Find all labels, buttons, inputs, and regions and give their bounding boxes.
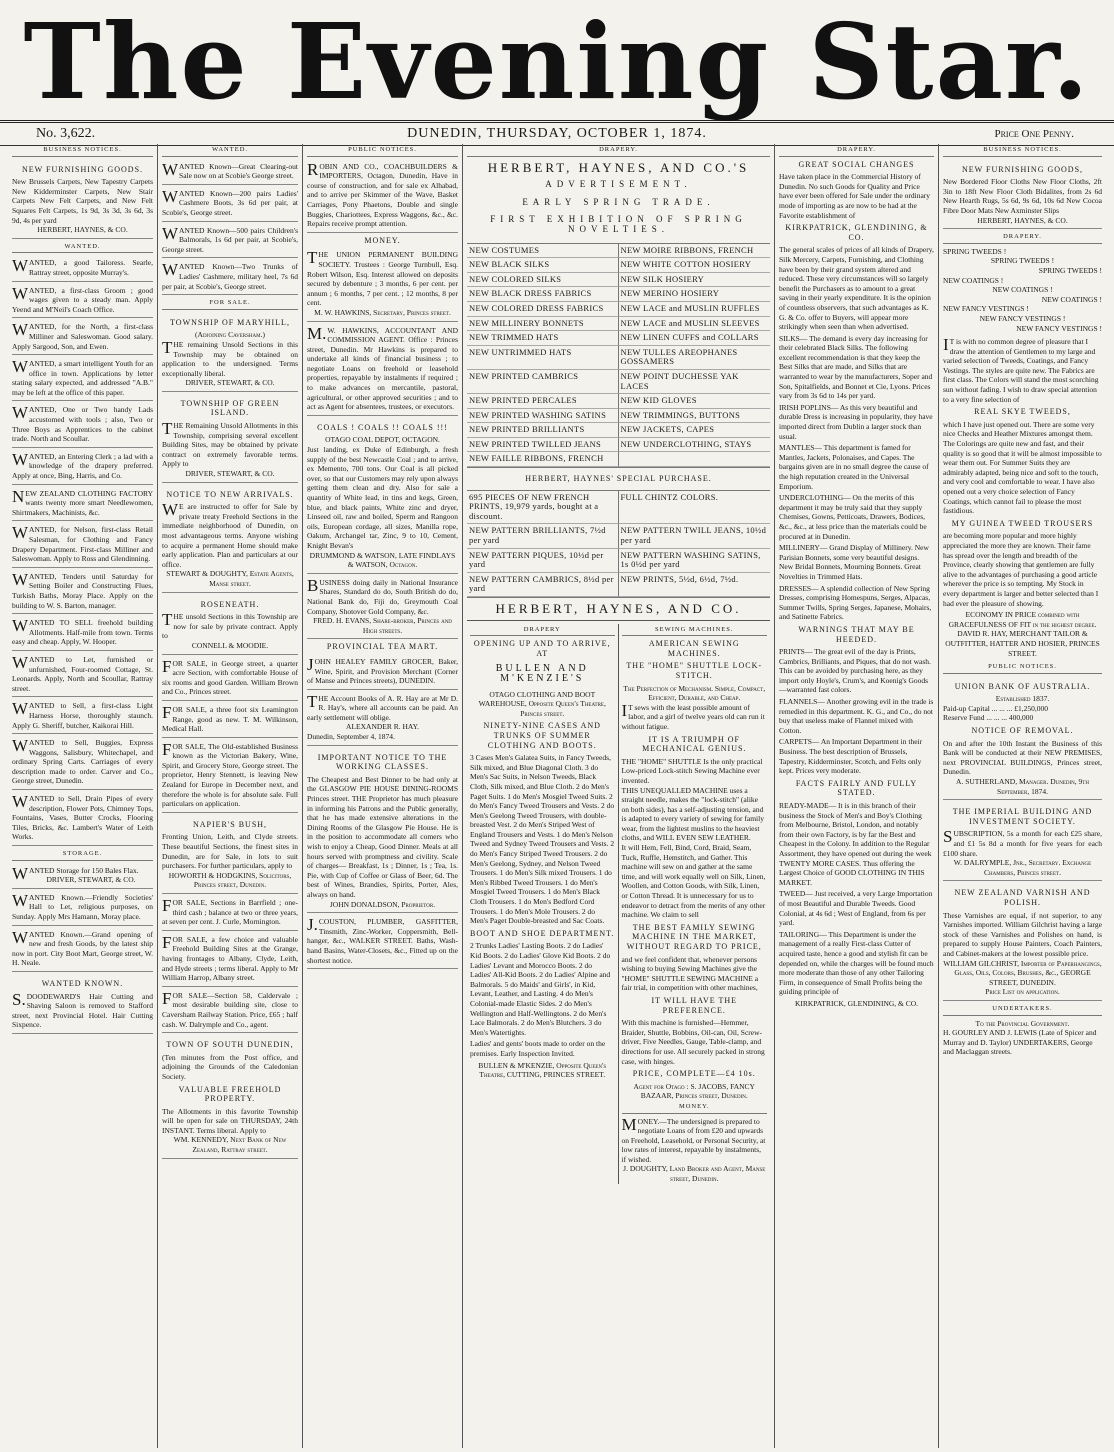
classified-ad: WANTED Known—Great Clearing-out Sale now on at Scobie's George street. xyxy=(162,159,298,181)
ad-note: Price List on application. xyxy=(985,987,1060,997)
ad-signature: HERBERT, HAYNES, & CO. xyxy=(977,215,1068,225)
ad-text: THE remaining Unsold Sections in this Township may be obtained on application to the undersigned. Terms exceptionally liberal. xyxy=(162,337,298,378)
list-item: SPRING TWEEDS ! xyxy=(990,256,1055,266)
section-header: BUSINESS NOTICES. xyxy=(943,144,1102,157)
ad-signature: CONNELL & MOODIE. xyxy=(191,640,269,650)
classified-ad: WANTED Known.—Grand opening of new and fresh Goods, by the latest ship now in port. City Boot Mart, George street, W. H. Neale. xyxy=(12,927,153,968)
column-4 xyxy=(463,144,775,1448)
list-item: NEW FANCY VESTINGS ! xyxy=(943,304,1029,314)
list-item: FULL CHINTZ COLORS. xyxy=(619,491,771,525)
classified-ad: WANTED, for the North, a first-class Milliner and Saleswoman. Good salary. Apply Sargood, Son, and Ewen. xyxy=(12,320,153,351)
list-item: NEW BLACK DRESS FABRICS xyxy=(467,287,619,302)
ad-signature: A. SUTHERLAND, Manager. Dunedin, 9th September, 1874. xyxy=(956,777,1089,796)
ad-text: 2 Trunks Ladies' Lasting Boots. 2 do Ladies' Kid Boots. 2 do Ladies' Glove Kid Boots. 2 do Ladies' Levant and Morocco Boots. 2 do Ladies' All-Kid Boots. 2 do Ladies' Alpine and Balmorals. 5 do Maids' and Girls', in Kid, Levant, Leather, and Lasting. 4 do Men's Colonial-made Elastic Sides. 2 do Men's Wellington and Half-Wellingtons. 2 do Men's Lace Balmorals. 2 do Men's Blutchers. 3 do Men's Watertights. xyxy=(470,941,611,1037)
section-header: UNDERTAKERS. xyxy=(943,1003,1102,1016)
list-item: NEW COATINGS ! xyxy=(992,285,1053,295)
list-item: NEW MERINO HOSIERY xyxy=(619,287,771,302)
columns xyxy=(8,144,1106,1448)
ad-signature: STEWART & DOUGHTY, Estate Agents, Manse street. xyxy=(166,569,294,588)
list-item: NEW PRINTED TWILLED JEANS xyxy=(467,438,619,453)
classified-ad: WANTED Known—500 pairs Children's Balmorals, 1s 6d per pair, at Scobie's, George street. xyxy=(162,223,298,254)
ad-text: BUSINESS doing daily in National Insurance Shares, Standard do do, South British do do, National Bank do, Fiji do, Greymouth Coal Company, Shotover Gold Company, &c. xyxy=(307,575,458,616)
classified-ad: WANTED, a first-class Groom ; good wages given to a steady man. Apply Yeend and M'Neil's Coach Office. xyxy=(12,283,153,314)
classified-ad: FOR SALE, Sections in Barrfield ; one-third cash ; balance at two or three years, at seven per cent. J. Curle, Mornington. xyxy=(162,896,298,927)
ad-text: SILKS— The demand is every day increasing for their celebrated Black Silks. The following excellent recommendation is that they keep the Best Silks that are made, and Silks that are warranted to wear by the manufacturers, Soper and Son, Spitalfields, and Bonnet et Cie, Lyons. Prices vary from 3s 6d to 14s per yard. xyxy=(779,333,933,401)
list-item: NEW COLORED DRESS FABRICS xyxy=(467,302,619,317)
novelties-list xyxy=(467,243,770,469)
list-item: NEW BLACK SILKS xyxy=(467,258,619,273)
newspaper-title: The Evening Star. xyxy=(23,0,1091,123)
ad-signature: W. DALRYMPLE, Jnr., Secretary. Exchange Chambers, Princes street. xyxy=(953,858,1092,877)
ad-title: BOOT AND SHOE DEPARTMENT. xyxy=(470,928,615,938)
section-header: WANTED. xyxy=(12,241,153,254)
ad-title: TOWN OF SOUTH DUNEDIN, xyxy=(166,1040,294,1050)
ad-text: TWEED— Just received, a very Large Importation of most Beautiful and Durable Tweeds. Good Colonial, at 4s 6d ; West of England, from 6s per yard. xyxy=(779,889,933,928)
ad-title: AMERICAN SEWING MACHINES. xyxy=(648,639,740,658)
ad-text: THE "HOME" SHUTTLE Is the only practical Low-priced Lock-stitch Sewing Machine ever invented. xyxy=(621,756,763,785)
ad-signature: JOHN DONALDSON, Proprietor. xyxy=(329,899,436,909)
list-item: NEW TRIMMINGS, BUTTONS xyxy=(619,409,771,424)
ad-text: MILLINERY— Grand Display of Millinery. New Parisian Bonnets, some very beautiful designs. New Bridal Bonnets, Mourning Bonnets. Great Novelties in Trimmed Hats. xyxy=(779,543,929,581)
ad-subtitle: EARLY SPRING TRADE. xyxy=(522,196,715,207)
ad-title: TOWNSHIP OF MARYHILL, xyxy=(170,317,290,327)
ad-text: THIS UNEQUALLED MACHINE uses a straight needle, makes the "lock-stitch" (alike on both sides), has a self-adjusting tension, and is adapted to every variety of sewing for family wear, from the lightest muslins to the heaviest cloths, and WILL EVEN SEW LEATHER. xyxy=(621,785,764,843)
ad-title: IT WILL HAVE THE PREFERENCE. xyxy=(651,995,738,1015)
list-item: NEW UNDERCLOTHING, STAYS xyxy=(619,438,771,453)
column-6 xyxy=(939,144,1106,1448)
ad-text: READY-MADE— It is in this branch of their business the Stock of Men's and Boy's Clothing from Melbourne, Bristol, London, and notably from their own Factory, is by far the Best and Cheapest in the Colony. In addition to the Regular Assortment, they have opened out during the week TWENTY MORE CASES. Thus offering the Largest Choice of GOOD CLOTHING IN THIS MARKET. xyxy=(779,801,932,887)
ad-signature: KIRKPATRICK, GLENDINING, & CO. xyxy=(794,998,919,1008)
ad-text: J.COUSTON, PLUMBER, GASFITTER, Tinsmith, Zinc-Worker, Coppersmith, Bell-hanger, &c., WALKER STREET. Baths, Wash-hand Basins, Water-Closets, &c., Fitted up on the shortest notice. xyxy=(307,915,458,965)
ad-text: CARPETS— An Important Department in their Business. The best description of Brussels, Tapestry, Kidderminster, Scotch, and Felts only kept. Prices very moderate. xyxy=(779,737,923,776)
section-header: SEWING MACHINES. xyxy=(622,624,768,637)
ad-text: Ladies' and gents' boots made to order on the premises. Early Inspection Invited. xyxy=(470,1039,606,1058)
ad-text: These Varnishes are equal, if not superior, to any Varnishes imported. William Gilchrist having a large stock of these Varnishes and Polishes on hand, is prepared to supply House Painters, Coach Painters, and Cabinet-makers at the lowest possible price. xyxy=(943,910,1102,958)
ad-title: COALS ! COALS !! COALS !!! xyxy=(317,422,448,432)
ad-subtitle: Established 1837. xyxy=(995,694,1050,704)
ad-subtitle: (Adjoining Caversham.) xyxy=(195,330,265,340)
masthead xyxy=(0,0,1114,123)
list-item: NEW FANCY VESTINGS ! xyxy=(979,313,1066,323)
ad-text: New Bordered Floor Cloths New Floor Cloths, 2ft 3in to 18ft New Floor Cloth Bidalites, from 2s 6d New Hearth Rugs, 5s 6d, 9s 6d, 10s 6d New Cocoa Fibre Door Mats New Axminster Slips xyxy=(943,177,1102,215)
list-item: NEW PATTERN CAMBRICS, 8½d per yard xyxy=(467,573,619,597)
ad-title: PRICE, COMPLETE—£4 10s. xyxy=(632,1069,756,1079)
section-header: BUSINESS NOTICES. xyxy=(12,144,153,157)
ad-text: New Brussels Carpets, New Tapestry Carpets New Kidderminster Carpets, New Stair Carpets New Felt Carpets, and New Felt Squares Felt Carpets, 1s 9d, 3s 3d, 3s 6d, 3s 9d, 4s per yard xyxy=(12,177,153,225)
classified-ad: FOR SALE, The Old-established Business known as the Victorian Bakery, Wine, Spirit, and Grocery Store, George street. The proprietor, Henry Stennett, is leaving New Zealand for Europe in December next, and therefore the whole is for absolute sale. Full particulars on application. xyxy=(162,739,298,809)
list-item: NEW LACE and MUSLIN RUFFLES xyxy=(619,302,771,317)
ad-date: Dunedin, September 4, 1874. xyxy=(307,732,395,742)
ad-signature: DRIVER, STEWART, & CO. xyxy=(46,875,136,885)
ad-title: WARNINGS THAT MAY BE HEEDED. xyxy=(798,624,915,644)
ad-text: THE unsold Sections in this Township are now for sale by private contract. Apply to xyxy=(162,610,298,641)
ad-text: Fronting Union, Leith, and Clyde streets. These beautiful Sections, the finest sites in Dunedin, are for Sale, in lots to suit purchasers. For further particulars, apply to xyxy=(162,832,298,871)
ad-signature: J. DOUGHTY, Land Broker and Agent, Manse street, Dunedin. xyxy=(623,1164,766,1184)
classified-ad: WANTED, a good Tailoress. Searle, Rattray street, opposite Murray's. xyxy=(12,256,153,277)
classified-ad: S.DOODEWARD'S Hair Cutting and Shaving Saloon is removed to Stafford street, next Provincial Hotel. Hair Cutting Sixpence. xyxy=(12,989,153,1030)
classified-ad: WANTED, One or Two handy Lads accustomed with tools ; also, Two or Three Boys as Apprentices to the cabinet trade. North and Scoullar. xyxy=(12,403,153,444)
classified-ad: WANTED to Sell, Buggies, Express Waggons, Salisbury, Whitechapel, and ordinary Spring Carts. Carriages of every description made to order. Carver and Co., George street, Dunedin. xyxy=(12,736,153,786)
firm-name: BULLEN AND M'KENZIE'S xyxy=(495,663,589,684)
classified-ad: WANTED, an Entering Clerk ; a lad with a knowledge of the drapery preferred. Apply at once, Bing, Harris, and Co. xyxy=(12,449,153,481)
ad-subtitle: OTAGO CLOTHING AND BOOT WAREHOUSE, Opposite Queen's Theatre, Princes street. xyxy=(478,689,606,718)
list-item: NEW PRINTS, 5½d, 6½d, 7½d. xyxy=(619,573,771,597)
column-1 xyxy=(8,144,158,1448)
ad-title: NINETY-NINE CASES AND TRUNKS OF SUMMER CLOTHING AND BOOTS. xyxy=(483,721,601,750)
list-item: NEW TULLES AREOPHANES GOSSAMERS xyxy=(619,346,771,370)
ad-title: UNION BANK OF AUSTRALIA. xyxy=(954,681,1091,691)
section-header: PUBLIC NOTICES. xyxy=(943,661,1102,674)
bank-capital: Paid-up Capital ... ... ... £1,250,000 xyxy=(943,703,1048,713)
section-header: DRAPERY. xyxy=(779,144,934,157)
ad-signature: DRIVER, STEWART, & CO. xyxy=(185,378,275,388)
ad-signature: WILLIAM GILCHRIST, Importer of Paperhangings, Glass, Oils, Colors, Brushes, &c., GEORGE STREET, DUNEDIN. xyxy=(943,958,1102,987)
ad-signature: Agent for Otago : S. JACOBS, FANCY BAZAAR, Princes street, Dunedin. xyxy=(633,1081,755,1101)
classified-ad: WANTED TO SELL freehold building Allotments. Half-mile from town. Terms easy and cheap. Apply, W. Hooper. xyxy=(12,616,153,647)
ad-text: ROBIN AND CO., COACHBUILDERS & IMPORTERS, Octagon, Dunedin, Have in course of construction, and for sale ex Alhabad, and to arrive per Skimmer of the Wave, Basket Carriages, Pony Phaetons, Double and single Buggies, Chariottees, Express Waggons, &c., &c. Repairs receive prompt attention. xyxy=(307,159,458,229)
ad-signature: M. W. HAWKINS, Secretary, Princes street. xyxy=(314,307,451,317)
list-item: NEW COSTUMES xyxy=(467,244,619,259)
issue-number: No. 3,622. xyxy=(36,126,96,141)
ad-text: TAILORING— This Department is under the management of a really First-class Cutter of acquired taste, hence a good and stylish fit can be depended on, while the charges will be found much more moderate than those of any other Tailoring Firm, in consequence of Small Profits being the guiding principle of xyxy=(779,929,934,997)
list-item: NEW TRIMMED HATS xyxy=(467,331,619,346)
ad-text: IT is with no common degree of pleasure that I draw the attention of Gentlemen to my large and varied selection of Tweeds, Coatings, and Fancy Vestings. The styles are quite new. The Fabrics are first class. The Colors will stand the most scorching sun without fading. I wish to draw special attention to a very fine selection of xyxy=(943,335,1099,404)
firm-name: KIRKPATRICK, GLENDINING, & CO. xyxy=(785,223,928,242)
list-item: NEW PATTERN TWILL JEANS, 10½d per yard xyxy=(619,524,771,548)
ad-text: THE UNION PERMANENT BUILDING SOCIETY. Trustees : George Turnbull, Esq. Robert Wilson, Esq. Interest allowed on deposits secured by debenture ; 3 months, 6 per cent. per annum ; 6 months, 7 per cent. ; 12 months, 8 per cent. xyxy=(307,248,458,308)
list-item: NEW COATINGS ! xyxy=(943,275,1004,285)
list-item: NEW FANCY VESTINGS ! xyxy=(1016,323,1102,333)
ad-text: FLANNELS— Another growing evil in the trade is remedied in this department. K. G., and Co., do not buy that useless make of Flannel mixed with Cotton. xyxy=(779,697,934,735)
classified-ad: WANTED, a smart intelligent Youth for an office in town. Applications by letter stating salary expected, and addressed "A.B." may be left at the office of this paper. xyxy=(12,357,153,397)
ad-signature: ALEXANDER R. HAY. xyxy=(346,722,419,732)
classified-ad: NEW ZEALAND CLOTHING FACTORY wants twenty more smart Needlewomen, Shirtmakers, Machinists, &c. xyxy=(12,486,153,517)
list-item: NEW FAILLE RIBBONS, FRENCH xyxy=(467,452,619,467)
ad-title: MONEY. xyxy=(364,235,401,245)
firm-name: HERBERT, HAYNES, AND CO. xyxy=(495,601,742,616)
ad-title: ROSENEATH. xyxy=(200,599,260,609)
ad-title: PROVINCIAL TEA MART. xyxy=(326,642,439,652)
ad-title: NAPIER'S BUSH, xyxy=(192,819,268,829)
issue-price: Price One Penny. xyxy=(994,128,1074,140)
ad-subtitle: HERBERT, HAYNES' SPECIAL PURCHASE. xyxy=(525,474,712,484)
list-item: NEW POINT DUCHESSE YAK LACES xyxy=(619,370,771,394)
list-item: NEW LACE and MUSLIN SLEEVES xyxy=(619,317,771,332)
ad-text: The Allotments in this favorite Township will be open for sale on THURSDAY, 24th INSTANT. Terms liberal. Apply to xyxy=(162,1106,298,1135)
list-item: SPRING TWEEDS ! xyxy=(1038,265,1102,275)
list-item: NEW WHITE COTTON HOSIERY xyxy=(619,258,771,273)
ad-text: MANTLES— This department is famed for Mantles, Jackets, Polonaises, and Capes. The bargains given are in no small degree the cause of the high reputation created in the Universal Emporium. xyxy=(779,443,929,491)
section-header: DRAPERY. xyxy=(943,231,1102,244)
classified-ad: WANTED to Sell, a first-class Light Harness Horse, thoroughly staunch. Apply G. Sheriff, butcher, Kaikorai Hill. xyxy=(12,699,153,730)
section-header: FOR SALE. xyxy=(162,297,298,310)
ad-text: UNDERCLOTHING— On the merits of this department it may be truly said that they supply Chemises, Gowns, Petticoats, Drawers, Bodices, &c., &c., at less price than the materials could be procured at in Dunedin. xyxy=(779,493,927,541)
ad-text: With this machine is furnished—Hemmer, Braider, Shuttle, Bobbins, Oil-can, Oil, Screw-driver, Five Needles, Gauge, Table-clamp, and directions for use. All securely packed in strong case, with hinges. xyxy=(621,1018,765,1066)
column-5 xyxy=(775,144,939,1448)
ad-text: Have taken place in the Commercial History of Dunedin. No such Goods for Quality and Price have ever been offered for Sale under the ordinary mode of importing as are now to be had at the Favorite establishment of xyxy=(779,172,931,220)
ad-text: H. GOURLEY AND J. LEWIS (Late of Spicer and Murray and D. Taylor) UNDERTAKERS, George and Maclaggan streets. xyxy=(943,1028,1097,1057)
bullen-ad xyxy=(467,624,619,1184)
ad-text: The Cheapest and Best Dinner to be had only at the GLASGOW PIE HOUSE DINING-ROOMS Princes street. THE Proprietor has much pleasure in informing his Patrons and the Public generally, that he has made extensive alterations in the Dining Rooms of the Glasgow Pie House. He is in the position to accommodate all comers who wish to enjoy a Cheap, Good Dinner. Meals at all hours served with promptness and civility. Scale of charges— Breakfast, 1s ; Dinner, 1s ; Tea, 1s. Pie, with Cup of Coffee or Glass of Beer, 6d. The best of Wines, Brandies, Spirits, Porter, Ales, always on hand. xyxy=(307,774,458,899)
ad-text: IT sews with the least possible amount of labor, and a girl of twelve years old can run it without fatigue. xyxy=(621,700,765,731)
list-item xyxy=(619,452,771,467)
ad-text: 3 Cases Men's Galatea Suits, in Fancy Tweeds, Silk mixed, and Blue Diagonal Cloth. 3 do Men's Sac Suits, in Nelson Tweeds, Black Cloth, Silk mixed, and Blue Cloth. 2 do Men's Paget Suits. 1 do Men's Mosgiel Tweed Suits. 2 do Men's Fancy Tweed Trousers and Vests. 2 do Men's Geelong Tweed Trousers, with double-breasted Vest. 2 do Men's Striped West of England Trousers and Vests. 1 do Men's Nelson Tweed and Sydney Tweed Trousers and Vests. 2 do Men's Fancy Striped Tweed Trousers. 2 do Men's Geelong, Sydney, and Nelson Tweed Trousers. 1 do Men's Silk mixed Trousers. 1 do Men's Ribbed Tweed Trousers. 1 do Men's Mosgiel Tweed Trousers. 1 do Men's Black Cloth Trousers. 1 do Men's Bedford Cord Trousers. 1 do Men's Mole Trousers. 2 do Men's Paget Double-breasted and Sac Coats. xyxy=(470,753,615,926)
classified-ad: FOR SALE, in George street, a quarter acre Section, with comfortable House of six rooms and good Garden. William Brown and Co., Princes street. xyxy=(162,656,298,697)
list-item: NEW PATTERN WASHING SATINS, 1s 0½d per yard xyxy=(619,549,771,573)
list-item: NEW LINEN CUFFS and COLLARS xyxy=(619,331,771,346)
ad-text: M.W. HAWKINS, ACCOUNTANT AND COMMISSION AGENT. Office : Princes street, Dunedin. Mr Hawkins is prepared to undertake all kinds of financial business ; to negotiate Loans on freehold or leasehold properties, repayable by instalments if required ; to make advances on mercantile, pastoral, agricultural, or other approved securities ; and to act as Agent for absentees, trustees, or executors. xyxy=(307,323,458,412)
list-item: NEW PATTERN BRILLIANTS, 7½d per yard xyxy=(467,524,619,548)
section-header: PUBLIC NOTICES. xyxy=(307,144,458,157)
ad-title: THE "HOME" SHUTTLE LOCK-STITCH. xyxy=(626,661,763,680)
ad-title: TOWNSHIP OF GREEN ISLAND. xyxy=(180,398,280,418)
ad-title: VALUABLE FREEHOLD PROPERTY. xyxy=(178,1084,282,1104)
ad-text: MONEY.—The undersigned is prepared to negotiate Loans of from £20 and upwards on Freehold, Leasehold, or Personal Security, at low rates of interest, repayable by instalments, if wished. xyxy=(621,1114,766,1164)
list-item: NEW SILK HOSIERY xyxy=(619,273,771,288)
ad-title: IT IS A TRIUMPH OF MECHANICAL GENIUS. xyxy=(642,734,747,754)
ad-title: IMPORTANT NOTICE TO THE WORKING CLASSES. xyxy=(317,752,448,772)
issue-date: DUNEDIN, THURSDAY, OCTOBER 1, 1874. xyxy=(407,126,707,141)
ad-title: THE IMPERIAL BUILDING AND INVESTMENT SOCIETY. xyxy=(952,807,1093,826)
section-header: STORAGE. xyxy=(12,848,153,861)
classified-ad: WANTED Storage for 150 Bales Flax. xyxy=(12,863,139,883)
list-item: NEW JACKETS, CAPES xyxy=(619,423,771,438)
ad-subtitle: OTAGO COAL DEPOT, OCTAGON. xyxy=(325,435,440,445)
ad-signature: BULLEN & M'KENZIE, Opposite Queen's Theatre, CUTTING, PRINCES STREET. xyxy=(478,1060,607,1080)
ad-title: OPENING UP AND TO ARRIVE, AT xyxy=(473,639,611,658)
ad-text: THE Account Books of A. R. Hay are at Mr D. R. Hay's, where all accounts can be paid. An early settlement will oblige. xyxy=(307,691,458,722)
ad-text: WE are instructed to offer for Sale by private treaty Freehold Sections in the immediate neighborhood of Dunedin, on most advantageous terms. Anyone wishing to acquire a permanent Home should make early application. Plan and particulars at our office. xyxy=(162,500,298,569)
list-item: NEW COATINGS ! xyxy=(1041,294,1102,304)
ad-subtitle: To the Provincial Government. xyxy=(975,1018,1070,1028)
ad-subtitle: FIRST EXHIBITION OF SPRING NOVELTIES. xyxy=(490,214,747,234)
ad-text: are becoming more popular and more highly appreciated the more they are known. Their fame has spread over the length and breadth of the Province, clearly showing that gentlemen are fully alive to the advantages of purchasing a good article wherever the price is so tempting. My Stock in every department is larger and better selected than I had ever the pleasure of showing. xyxy=(943,531,1099,608)
ad-signature: FRED. H. EVANS, Share-broker, Princes and High streets. xyxy=(313,616,452,635)
list-item: NEW PRINTED WASHING SATINS xyxy=(467,409,619,424)
list-item: NEW UNTRIMMED HATS xyxy=(467,346,619,370)
ad-signature: HOWORTH & HODGKINS, Solicitors, Princes street, Dunedin. xyxy=(168,870,292,890)
lower-split xyxy=(467,624,770,1184)
classified-ad: FOR SALE—Section 58, Caldervale ; most desirable building site, close to Caversham Railway Station. Price, £65 ; half cash. W. Dalrymple and Co., agent. xyxy=(162,988,298,1029)
ad-text: The general scales of prices of all kinds of Drapery, Silk Mercery, Carpets, Furnishing, and Clothing have been by their grand system altered and reduced. These very circumstances will so largely benefit the Purchasers as to amount to a great saving in their yearly expenditure. It is the opinion of countless observers, that such advantages as K. G. & Co. offer to Buyers, will appear more strikingly when seen than when advertised. xyxy=(779,245,934,332)
ad-text: (Ten minutes from the Post office, and adjoining the Grounds of the Caledonian Society. xyxy=(162,1052,298,1081)
ad-text: JOHN HEALEY FAMILY GROCER, Baker, Wine, Spirit, and Provision Merchant (Corner of Manse and Princes streets), DUNEDIN. xyxy=(307,654,458,686)
column-2 xyxy=(158,144,303,1448)
sewing-ad xyxy=(619,624,771,1184)
ad-signature: DRIVER, STEWART, & CO. xyxy=(185,469,275,479)
classified-ad: WANTED, for Nelson, first-class Retail Salesman, for Clothing and Fancy Drapery Department. First-class Milliner and Saleswoman. Apply to Ross and Glendinning. xyxy=(12,523,153,564)
section-header: MONEY. xyxy=(622,1101,768,1114)
ad-text: Just landing, ex Duke of Edinburgh, a fresh supply of the best Newcastle Coal ; and to arrive, ex Memento, 700 tons. Our Coal is all picked over, so that our Customers may rely upon always getting them clean and dry. Also for sale a quantity of White lead, in tins and kegs, Green, blue, and black paints, White zinc and dryer, Linseed oil, raw and boiled, Sperm and Rangoon oils, European cordage, all sizes, Manilla rope, Oakum, Archangel tar, Zinc, 9 to 10, Cement, Knight Bevan's xyxy=(307,445,458,550)
ad-title: NEW FURNISHING GOODS, xyxy=(961,164,1084,174)
section-header: DRAPERY xyxy=(470,624,615,637)
ad-text: PRINTS— The great evil of the day is Prints, Cambrics, Brilliants, and Piques, that do not wash. This can be avoided by purchasing here, as they import only Hoyle's, Crum's, and Koenig's Goods—warranted fast colors. xyxy=(779,647,931,695)
classified-ad: WANTED Known—Two Trunks of Ladies' Cashmere, military heel, 7s 6d per pair, at Scobie's, George street. xyxy=(162,260,298,291)
ad-text: IRISH POPLINS— As this very beautiful and durable Dress is increasing in popularity, they have imported direct from Dublin a larger stock than usual. xyxy=(779,402,933,441)
ad-title: NEW ZEALAND VARNISH AND POLISH. xyxy=(954,888,1091,907)
ad-title: NEW FURNISHING GOODS. xyxy=(21,164,144,174)
classified-ad: WANTED Known.—Friendly Societies' Hall to Let, religious purposes, on Sunday. Apply Mrs Hamann, Moray place. xyxy=(12,890,153,921)
ad-signature: HERBERT, HAYNES, & CO. xyxy=(37,225,128,235)
list-item: SPRING TWEEDS ! xyxy=(943,246,1007,256)
spring-lines xyxy=(943,247,1102,333)
list-item: NEW PRINTED BRILLIANTS xyxy=(467,423,619,438)
dateline xyxy=(0,123,1114,146)
section-header: DRAPERY. xyxy=(467,144,770,157)
bank-reserve: Reserve Fund ... ... ... 400,000 xyxy=(943,713,1034,723)
classified-ad: WANTED to Let, furnished or unfurnished, Four-roomed Cottage, St. Leonards. Apply, North and Scoullar, Rattray street. xyxy=(12,652,153,693)
ad-furnishing xyxy=(12,160,153,239)
list-item: NEW COLORED SILKS xyxy=(467,273,619,288)
ad-title: NOTICE OF REMOVAL. xyxy=(971,726,1074,736)
ad-title: THE BEST FAMILY SEWING MACHINE IN THE MARKET, WITHOUT REGARD TO PRICE, xyxy=(626,922,762,951)
ad-text: On and after the 10th Instant the Business of this Bank will be conducted at their NEW PREMISES, next PROVINCIAL BUILDINGS, Princes street, Dunedin. xyxy=(943,738,1102,777)
ad-title: NOTICE TO NEW ARRIVALS. xyxy=(166,489,294,499)
ad-subtitle: The Perfection of Mechanism. Simple, Compact, Efficient, Durable, and Cheap. xyxy=(623,683,766,703)
ad-title: MY GUINEA TWEED TROUSERS xyxy=(951,518,1094,528)
ad-text: It will Hem, Fell, Bind, Cord, Braid, Seam, Tuck, Ruffle, Hemstitch, and Gather. This machine will sew on and gather at the same time, and will work equally well on Silk, Linen, Woollen, and Cotton Goods, with Silk, Linen, or Cotton Thread. It is unnecessary for us to endeavor to detract from the merits of any other machine. We claim to sell xyxy=(621,843,766,920)
ad-text: which I have just opened out. There are some very nice Checks and Heather Mixtures amongst them. The Colorings are quite new and fast, and their quality is so good that it will be almost impossible to wear them out. For Summer Suits they are admirably adapted, being nice and soft to the touch, and very cool and comfortable to wear. I have also opened out a very choice selection of Fancy Coatings, which cannot fail to please the most fastidious. xyxy=(943,419,1102,516)
ad-signature: DAVID R. HAY, MERCHANT TAILOR & OUTFITTER, HATTER AND HOSIER, PRINCES STREET. xyxy=(945,629,1100,658)
ad-signature: WM. KENNEDY, Next Bank of New Zealand, Rattray street. xyxy=(173,1135,287,1155)
classified-ad: WANTED to Sell, Drain Pipes of every description, Flower Pots, Chimney Tops, Fountains, Vases, Butter Crocks, Flooring Tiles, Bricks, &c. Lambert's Water of Leith Works. xyxy=(12,792,153,842)
special-list xyxy=(467,490,770,598)
section-header: WANTED. xyxy=(162,144,298,157)
ad-text: DRESSES— A splendid collection of New Spring Dresses, comprising Homespuns, Serges, Alpacas, Summer Twills, Spring Serges, Japanese, Mohairs, and Satinette Fabrics. xyxy=(779,583,932,622)
ad-text: and we feel confident that, whenever persons wishing to buying Sewing Machines give the "HOME" SHUTTLE SEWING MACHINE a fair trial, in competition with other machines, xyxy=(621,954,759,993)
list-item: NEW MOIRE RIBBONS, FRENCH xyxy=(619,244,771,259)
list-item: NEW PRINTED CAMBRICS xyxy=(467,370,619,394)
list-item: NEW PRINTED PERCALES xyxy=(467,394,619,409)
ad-title: FACTS FAIRLY AND FULLY STATED. xyxy=(795,778,918,798)
ad-title: WANTED KNOWN. xyxy=(41,978,124,988)
ad-signature: DRUMMOND & WATSON, LATE FINDLAYS & WATSON, Octagon. xyxy=(309,550,456,570)
ad-subtitle: ADVERTISEMENT. xyxy=(545,179,692,190)
ad-text: THE Remaining Unsold Allotments in this Township, comprising several excellent Building Sites, may be obtained by private contract on extremely favorable terms. Apply to xyxy=(162,419,298,469)
classified-ad: WANTED, Tenders until Saturday for Setting Boiler and Constructing Flues, Turkish Baths, Moray Place. Apply on the building to W. S. Barton, manager. xyxy=(12,569,153,610)
ad-title: REAL SKYE TWEEDS, xyxy=(974,407,1071,417)
list-item: NEW PATTERN PIQUES, 10½d per yard xyxy=(467,549,619,573)
classified-ad: WANTED Known—200 pairs Ladies' Cashmere Boots, 3s 6d per pair, at Scobie's, George street. xyxy=(162,186,298,217)
firm-name: HERBERT, HAYNES, AND CO.'S xyxy=(487,159,750,175)
list-item: NEW KID GLOVES xyxy=(619,394,771,409)
ad-title: GREAT SOCIAL CHANGES xyxy=(798,159,915,169)
column-3 xyxy=(303,144,463,1448)
ad-subtitle: ECONOMY IN PRICE combined with GRACEFULNESS OF FIT in the highest degree. xyxy=(948,610,1097,629)
classified-ad: FOR SALE, a three foot six Leamington Range, good as new. T. M. Wilkinson, Medical Hall. xyxy=(162,702,298,734)
classified-ad: FOR SALE, a few choice and valuable Freehold Building Sites at the Grange, having frontages to Albany, Clyde, Leith, and Hyde streets ; terms liberal. Apply to Mr William Harrop, Albany street. xyxy=(162,932,298,983)
ad-text: SUBSCRIPTION, 5s a month for each £25 share, and £1 5s 8d a month for five years for each £100 share. xyxy=(943,827,1102,858)
list-item: 695 PIECES OF NEW FRENCH PRINTS, 19,979 yards, bought at a discount. xyxy=(467,491,619,525)
list-item: NEW MILLINERY BONNETS xyxy=(467,317,619,332)
